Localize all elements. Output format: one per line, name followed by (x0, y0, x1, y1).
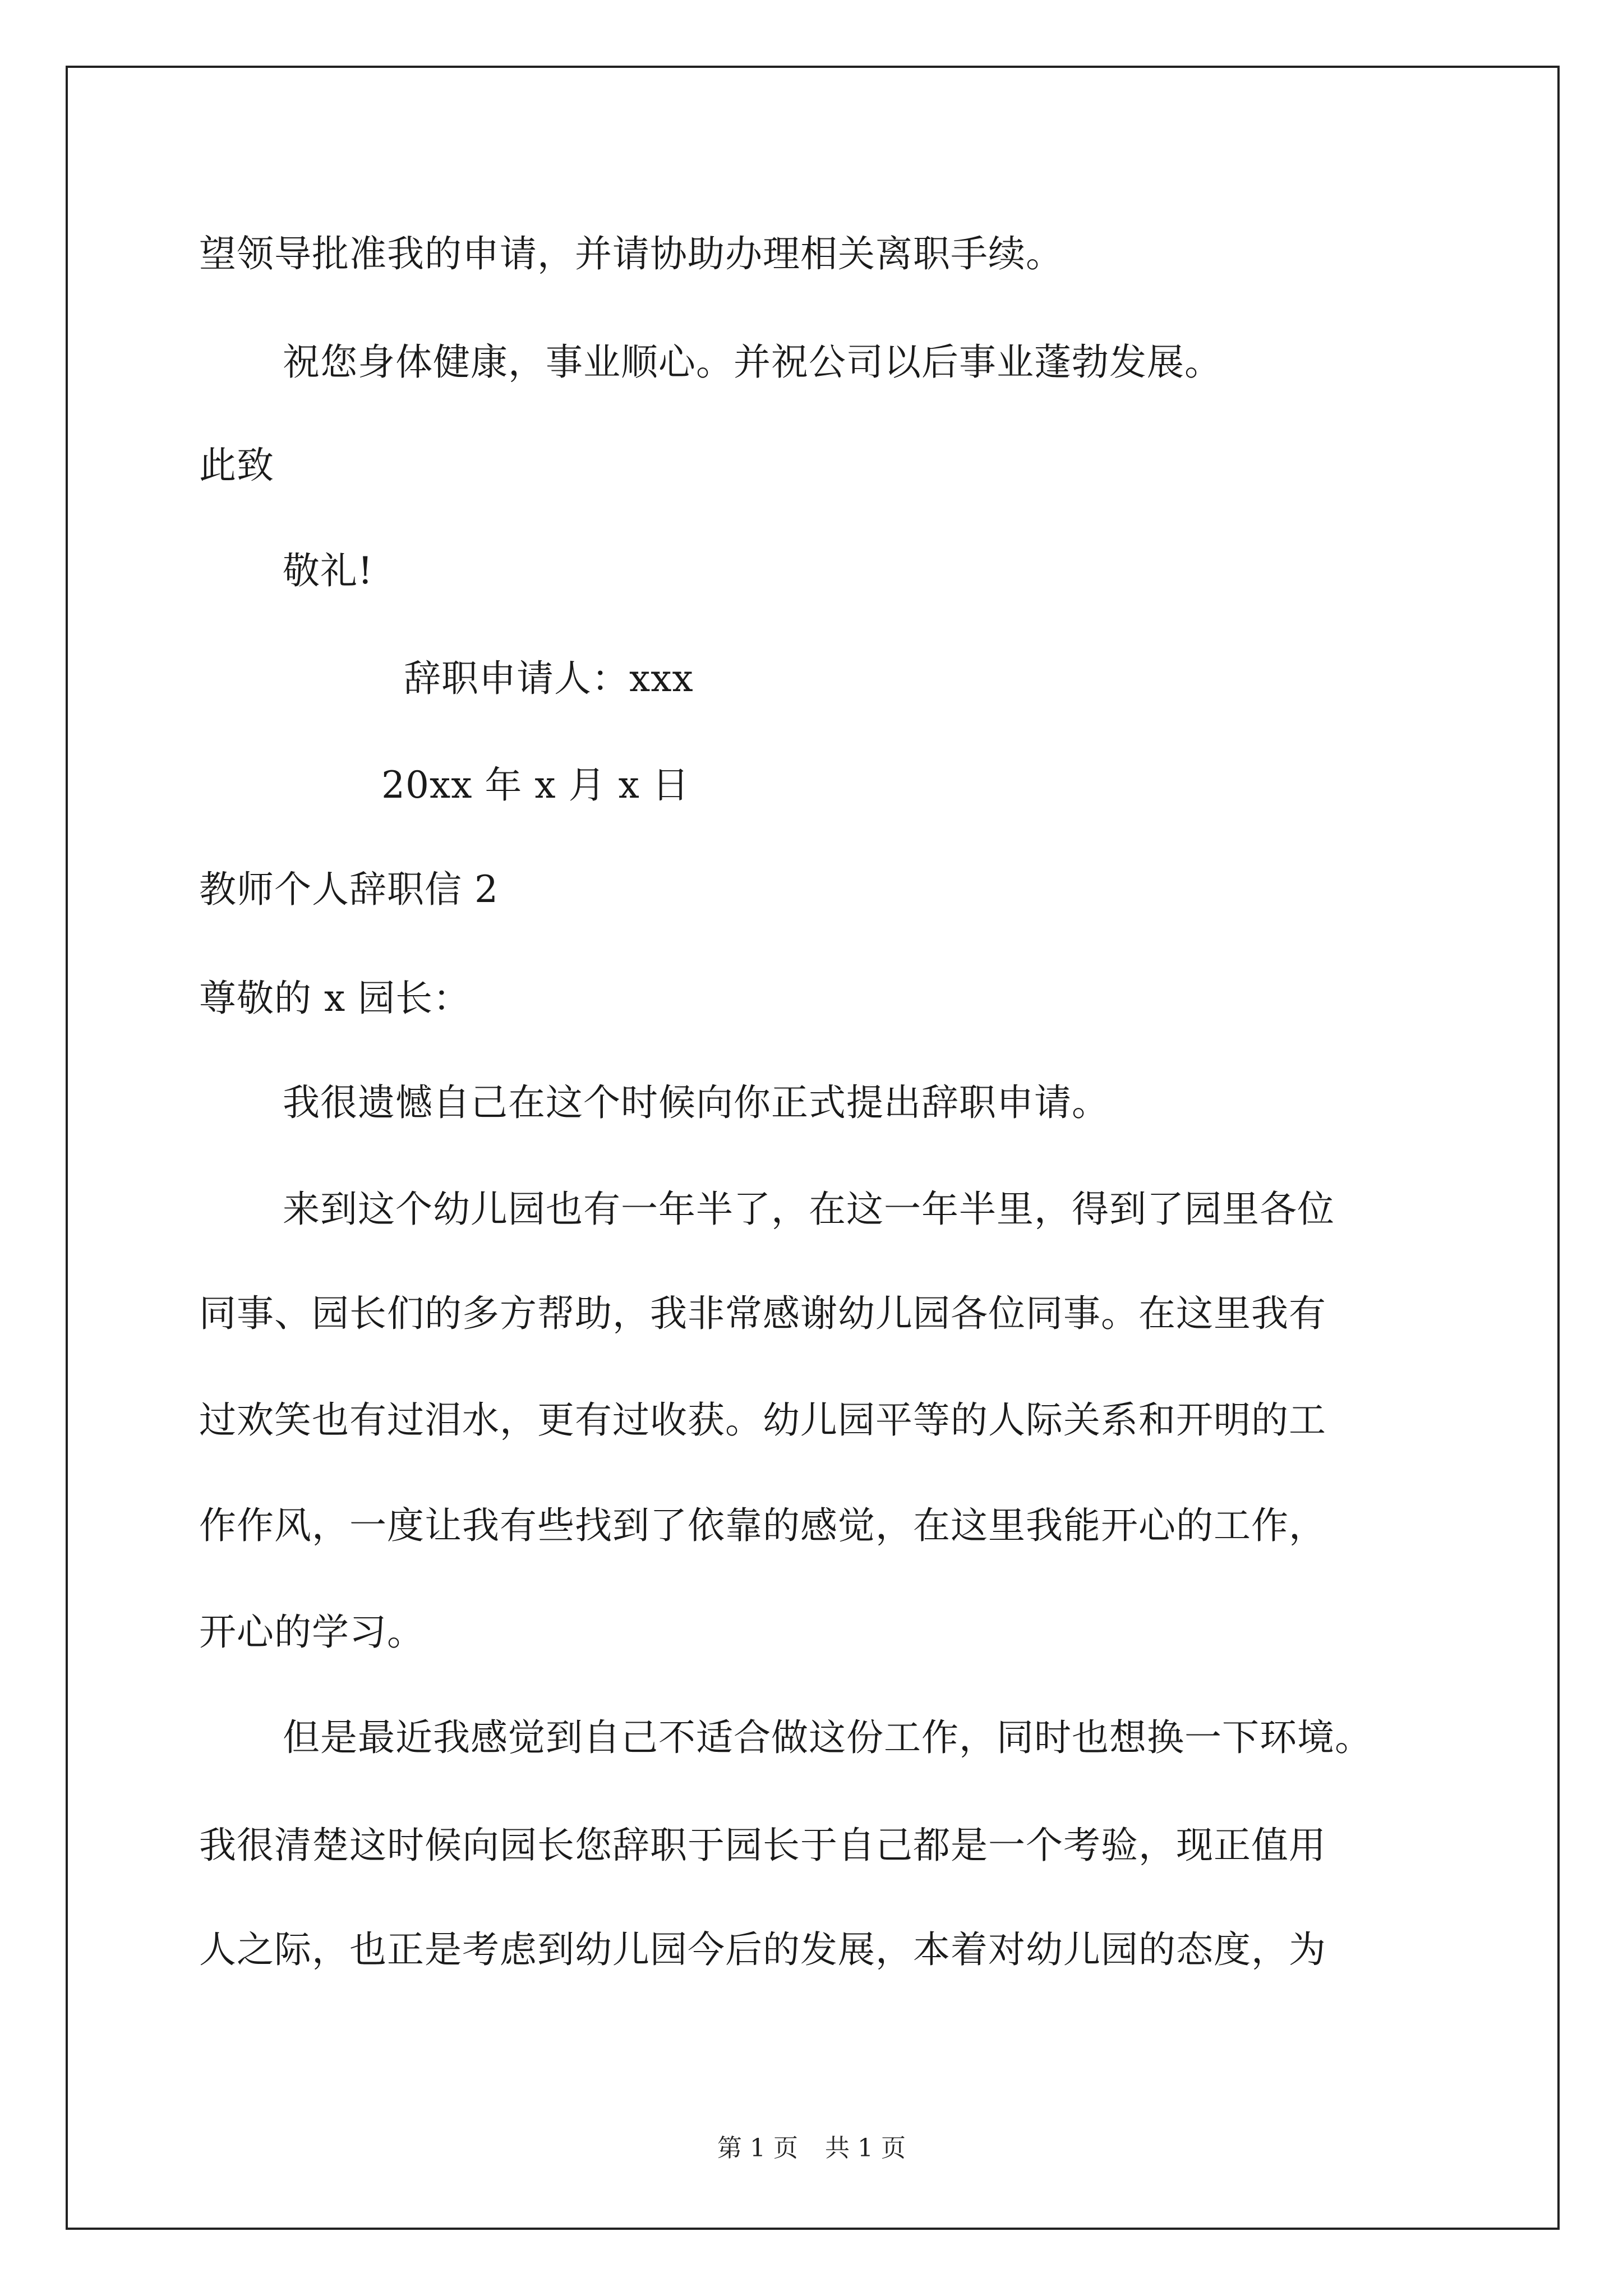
text-line-11: 同事、园长们的多方帮助，我非常感谢幼儿园各位同事。在这里我有 (199, 1292, 1326, 1335)
text-line-1: 望领导批准我的申请，并请协助办理相关离职手续。 (199, 232, 1063, 275)
signature-line: 辞职申请人：xxx (404, 657, 694, 700)
date-line: 20xx 年 x 月 x 日 (381, 763, 690, 807)
page-footer (0, 2133, 1623, 2164)
text-line-2: 祝您身体健康，事业顺心。并祝公司以后事业蓬勃发展。 (283, 341, 1222, 384)
text-line-10: 来到这个幼儿园也有一年半了，在这一年半里，得到了园里各位 (283, 1188, 1335, 1231)
text-line-12: 过欢笑也有过泪水，更有过收获。幼儿园平等的人际关系和开明的工 (199, 1398, 1326, 1442)
text-line-4: 敬礼! (283, 549, 374, 592)
page-total: 共 1 页 (825, 2134, 906, 2162)
section-title: 教师个人辞职信 2 (199, 868, 499, 911)
page-number: 第 1 页 (717, 2134, 798, 2162)
text-line-15: 但是最近我感觉到自己不适合做这份工作，同时也想换一下环境。 (283, 1716, 1372, 1759)
text-line-14: 开心的学习。 (199, 1611, 425, 1654)
salutation: 尊敬的 x 园长： (199, 977, 471, 1020)
text-line-13: 作作风，一度让我有些找到了依靠的感觉，在这里我能开心的工作， (199, 1504, 1326, 1547)
page-border (66, 66, 1560, 2230)
text-line-9: 我很遗憾自己在这个时候向你正式提出辞职申请。 (283, 1081, 1109, 1124)
text-line-3: 此致 (199, 444, 274, 487)
text-line-16: 我很清楚这时候向园长您辞职于园长于自己都是一个考验，现正值用 (199, 1824, 1326, 1867)
text-line-17: 人之际，也正是考虑到幼儿园今后的发展，本着对幼儿园的态度，为 (199, 1928, 1326, 1971)
